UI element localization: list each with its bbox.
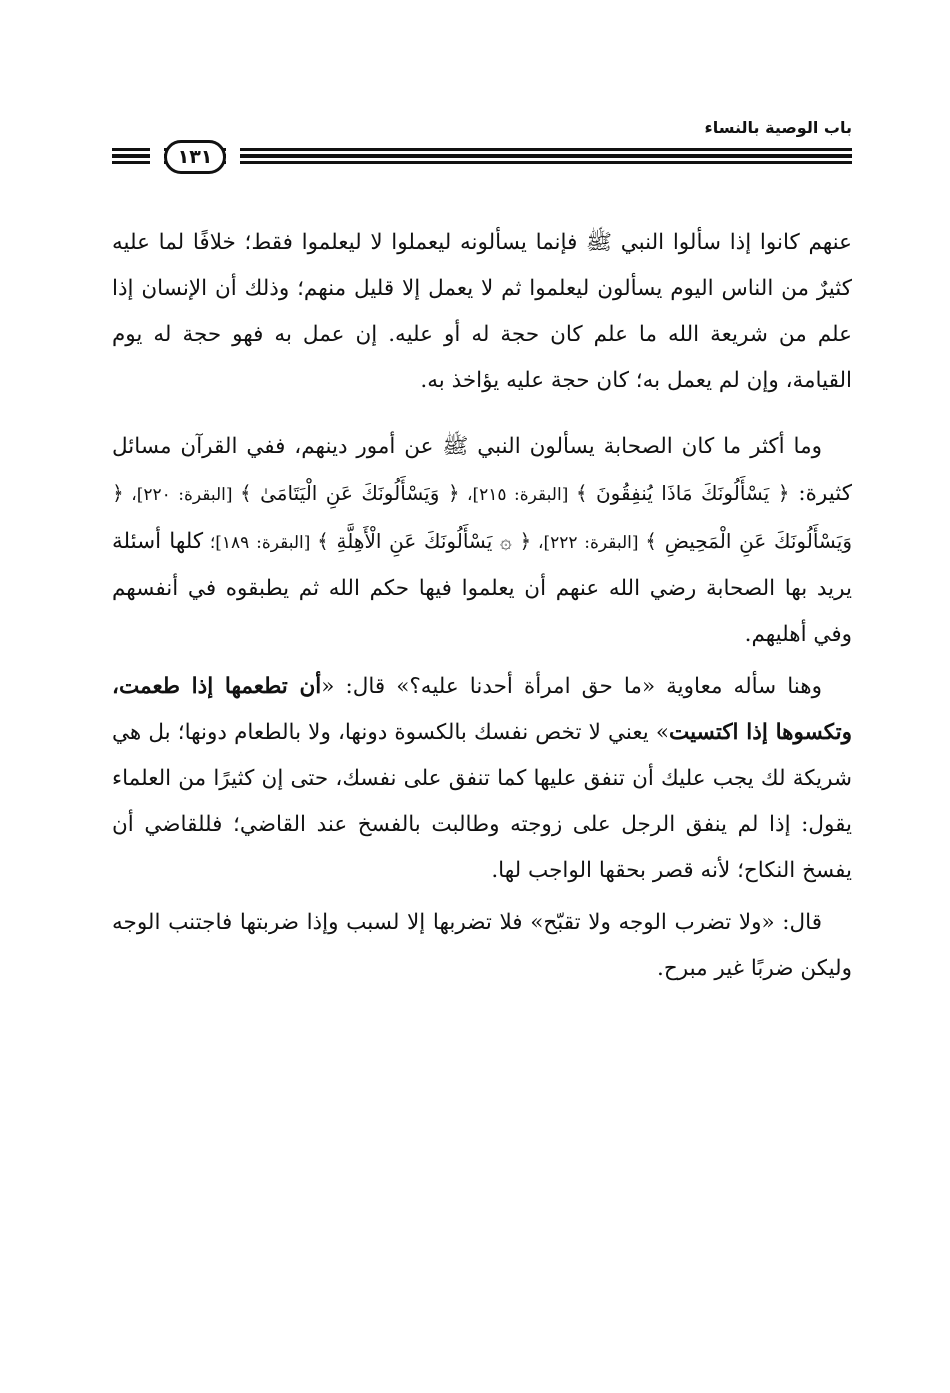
text-span: » يعني لا تخص نفسك بالكسوة دونها، ولا بالطعام دونها؛ بل هي شريكة لك يجب عليك أن تنفق عليها كما تنفق على نفسك، حتى إن كثيرًا من العلماء يقول: إذا لم ينفق الرجل على زوجته وطالبت بالفسخ عند القاضي؛ فللقاضي أن يفسخ النكاح؛ لأنه قصر بحقها الواجب لها. [112,720,852,883]
page-number: ١٣١ [164,140,226,174]
quran-verse: ﴿ يَسْأَلُونَكَ مَاذَا يُنفِقُونَ ﴾ [575,481,790,505]
hadith-quote-bold: أن تطعمها إذا طعمت، وتكسوها إذا اكتسيت [112,674,852,745]
text-span: قال: «ولا تضرب الوجه ولا تقبّح» فلا تضربها إلا لسبب وإذا ضربتها فاجتنب الوجه وليكن ضربًا غير مبرح. [112,910,852,981]
paragraph-4 [112,900,852,992]
quran-verse: ﴿ وَيَسْأَلُونَكَ عَنِ الْمَحِيضِ ﴾ [112,481,852,553]
quran-verse: ﴿ ۞ يَسْأَلُونَكَ عَنِ الْأَهِلَّةِ ﴾ [317,529,532,553]
body-text [112,220,852,992]
paragraph-3 [112,664,852,894]
text-span: عنهم كانوا إذا سألوا النبي ﷺ فإنما يسألونه ليعملوا لا ليعلموا فقط؛ خلافًا لما عليه كثيرٌ من الناس اليوم يسألون ليعلموا ثم لا يعمل إلا قليل منهم؛ وذلك أن الإنسان إذا علم من شريعة الله ما علم كان حجة له أو عليه. إن عمل به فهو حجة له يوم القيامة، وإن لم يعمل به؛ كان حجة عليه يؤاخذ به. [112,230,852,393]
quran-verse: ﴿ وَيَسْأَلُونَكَ عَنِ الْيَتَامَىٰ ﴾ [239,481,460,505]
rule-gap-right [226,148,240,166]
text-span: وما أكثر ما كان الصحابة يسألون النبي ﷺ عن أمور دينهم، ففي القرآن مسائل كثيرة: [112,434,852,506]
text-span: وهنا سأله معاوية «ما حق امرأة أحدنا عليه؟» قال: « [321,674,823,699]
paragraph-2 [112,424,852,658]
text-span: كلها أسئلة يريد بها الصحابة رضي الله عنهم أن يعلموا فيها حكم الله ثم يطبقوه في أنفسهم وفي أهليهم. [112,529,852,647]
verse-reference: [البقرة: ٢٢٠]، [123,485,240,505]
verse-reference: [البقرة: ١٨٩]؛ [203,533,318,553]
verse-reference: [البقرة: ٢١٥]، [459,485,576,505]
chapter-title: باب الوصية بالنساء [704,118,852,137]
verse-reference: [البقرة: ٢٢٢]، [531,533,646,553]
paragraph-1 [112,220,852,404]
rule-gap-left [150,148,164,166]
